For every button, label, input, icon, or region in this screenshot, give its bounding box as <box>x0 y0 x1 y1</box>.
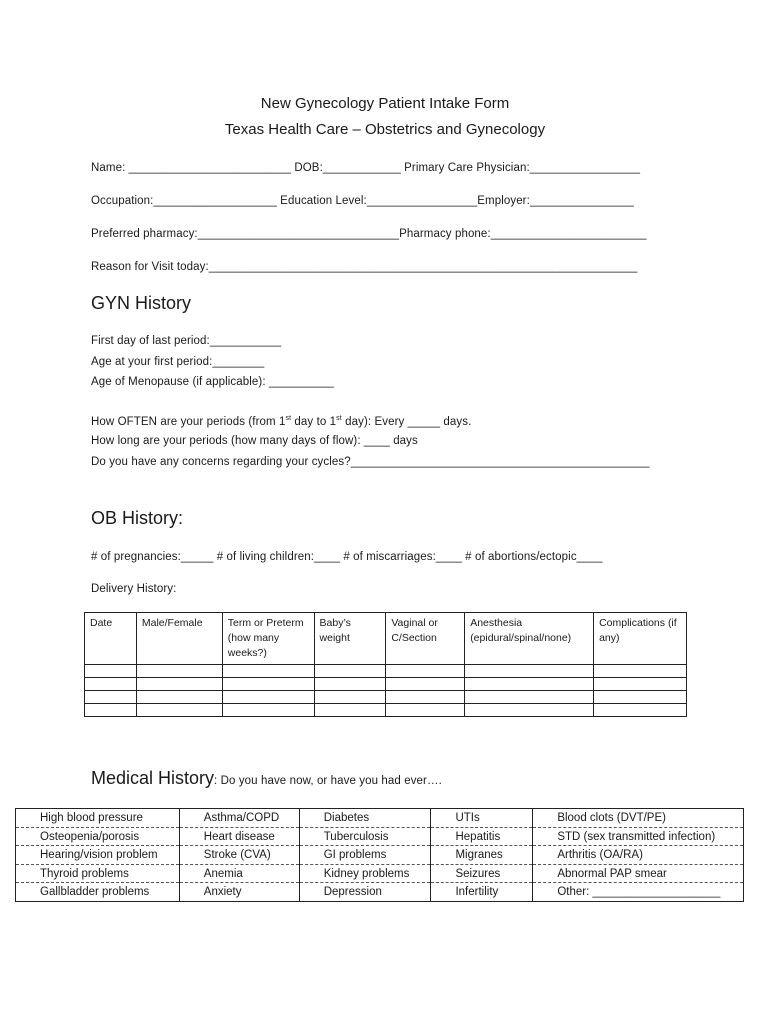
medical-history-table <box>15 808 744 902</box>
condition-item[interactable]: Stroke (CVA) <box>179 846 299 865</box>
ob-history-heading: OB History: <box>91 508 184 528</box>
table-cell[interactable] <box>85 691 137 704</box>
condition-item[interactable]: Hearing/vision problem <box>16 846 180 865</box>
occupation-line[interactable]: Occupation:___________________ Education Level:_________________Employer:________________ <box>91 195 634 207</box>
period-frequency-line[interactable]: How OFTEN are your periods (from 1st day to 1st day): Every _____ days. <box>91 415 472 428</box>
table-cell[interactable] <box>386 704 465 717</box>
column-header: Vaginal or C/Section <box>386 613 465 665</box>
medical-history-heading: Medical History <box>91 768 215 788</box>
form-subtitle: Texas Health Care – Obstetrics and Gynecology <box>224 121 546 138</box>
table-cell[interactable] <box>386 691 465 704</box>
table-cell[interactable] <box>594 691 687 704</box>
period-length-line[interactable]: How long are your periods (how many days of flow): ____ days <box>91 435 418 447</box>
condition-item[interactable]: Anxiety <box>179 883 299 902</box>
menopause-line[interactable]: Age of Menopause (if applicable): __________ <box>91 376 334 388</box>
condition-item[interactable]: Blood clots (DVT/PE) <box>533 809 744 828</box>
condition-item[interactable]: Thyroid problems <box>16 864 180 883</box>
condition-item[interactable]: Infertility <box>431 883 533 902</box>
table-cell[interactable] <box>85 704 137 717</box>
condition-item[interactable]: Depression <box>299 883 431 902</box>
table-cell[interactable] <box>85 678 137 691</box>
table-cell[interactable] <box>222 691 314 704</box>
table-cell[interactable] <box>222 704 314 717</box>
condition-item[interactable]: Migranes <box>431 846 533 865</box>
table-cell[interactable] <box>594 704 687 717</box>
column-header: Term or Preterm (how many weeks?) <box>222 613 314 665</box>
table-row <box>85 704 687 717</box>
table-cell[interactable] <box>465 678 594 691</box>
condition-item[interactable]: STD (sex transmitted infection) <box>533 827 744 846</box>
table-row <box>16 846 744 865</box>
condition-item[interactable]: GI problems <box>299 846 431 865</box>
condition-item[interactable]: Asthma/COPD <box>179 809 299 828</box>
table-row <box>16 827 744 846</box>
pharmacy-line[interactable]: Preferred pharmacy:_______________________________Pharmacy phone:________________________ <box>91 228 647 240</box>
table-cell[interactable] <box>314 704 386 717</box>
condition-item[interactable]: Seizures <box>431 864 533 883</box>
table-row <box>85 665 687 678</box>
condition-item[interactable]: High blood pressure <box>16 809 180 828</box>
table-cell[interactable] <box>136 678 222 691</box>
column-header: Complications (if any) <box>594 613 687 665</box>
table-cell[interactable] <box>386 665 465 678</box>
condition-item[interactable]: Tuberculosis <box>299 827 431 846</box>
delivery-history-label: Delivery History: <box>91 583 177 595</box>
medical-history-header <box>91 768 442 789</box>
condition-item[interactable]: Abnormal PAP smear <box>533 864 744 883</box>
column-header: Anesthesia (epidural/spinal/none) <box>465 613 594 665</box>
table-row <box>16 809 744 828</box>
gyn-history-heading: GYN History <box>91 293 192 313</box>
first-period-line[interactable]: Age at your first period:________ <box>91 356 265 368</box>
table-cell[interactable] <box>136 665 222 678</box>
condition-item[interactable]: Gallbladder problems <box>16 883 180 902</box>
medical-history-prompt: : Do you have now, or have you had ever…. <box>214 775 442 787</box>
table-cell[interactable] <box>314 665 386 678</box>
table-cell[interactable] <box>136 691 222 704</box>
table-cell[interactable] <box>136 704 222 717</box>
condition-item[interactable]: Hepatitis <box>431 827 533 846</box>
table-cell[interactable] <box>314 678 386 691</box>
column-header: Date <box>85 613 137 665</box>
table-cell[interactable] <box>85 665 137 678</box>
table-cell[interactable] <box>465 665 594 678</box>
cycle-concerns-line[interactable]: Do you have any concerns regarding your cycles?______________________________________________ <box>91 456 650 468</box>
table-row <box>85 678 687 691</box>
condition-item[interactable]: Arthritis (OA/RA) <box>533 846 744 865</box>
table-header-row <box>85 613 687 665</box>
name-dob-pcp-line[interactable]: Name: _________________________ DOB:____________ Primary Care Physician:_________________ <box>91 162 641 174</box>
condition-item[interactable]: UTIs <box>431 809 533 828</box>
table-cell[interactable] <box>594 665 687 678</box>
reason-for-visit-line[interactable]: Reason for Visit today:__________________________________________________________________ <box>91 261 638 273</box>
form-title: New Gynecology Patient Intake Form <box>260 95 510 112</box>
condition-item[interactable]: Other: ____________________ <box>533 883 744 902</box>
pregnancy-counts-line[interactable]: # of pregnancies:_____ # of living children:____ # of miscarriages:____ # of abortions/ectopic____ <box>91 551 603 563</box>
delivery-history-table <box>84 612 687 717</box>
table-cell[interactable] <box>222 665 314 678</box>
condition-item[interactable]: Osteopenia/porosis <box>16 827 180 846</box>
condition-item[interactable]: Heart disease <box>179 827 299 846</box>
table-row <box>16 864 744 883</box>
condition-item[interactable]: Anemia <box>179 864 299 883</box>
condition-item[interactable]: Kidney problems <box>299 864 431 883</box>
table-cell[interactable] <box>314 691 386 704</box>
column-header: Baby’s weight <box>314 613 386 665</box>
table-cell[interactable] <box>465 704 594 717</box>
table-cell[interactable] <box>222 678 314 691</box>
column-header: Male/Female <box>136 613 222 665</box>
condition-item[interactable]: Diabetes <box>299 809 431 828</box>
table-row <box>85 691 687 704</box>
table-row <box>16 883 744 902</box>
last-period-line[interactable]: First day of last period:___________ <box>91 335 282 347</box>
table-cell[interactable] <box>465 691 594 704</box>
table-cell[interactable] <box>594 678 687 691</box>
table-cell[interactable] <box>386 678 465 691</box>
